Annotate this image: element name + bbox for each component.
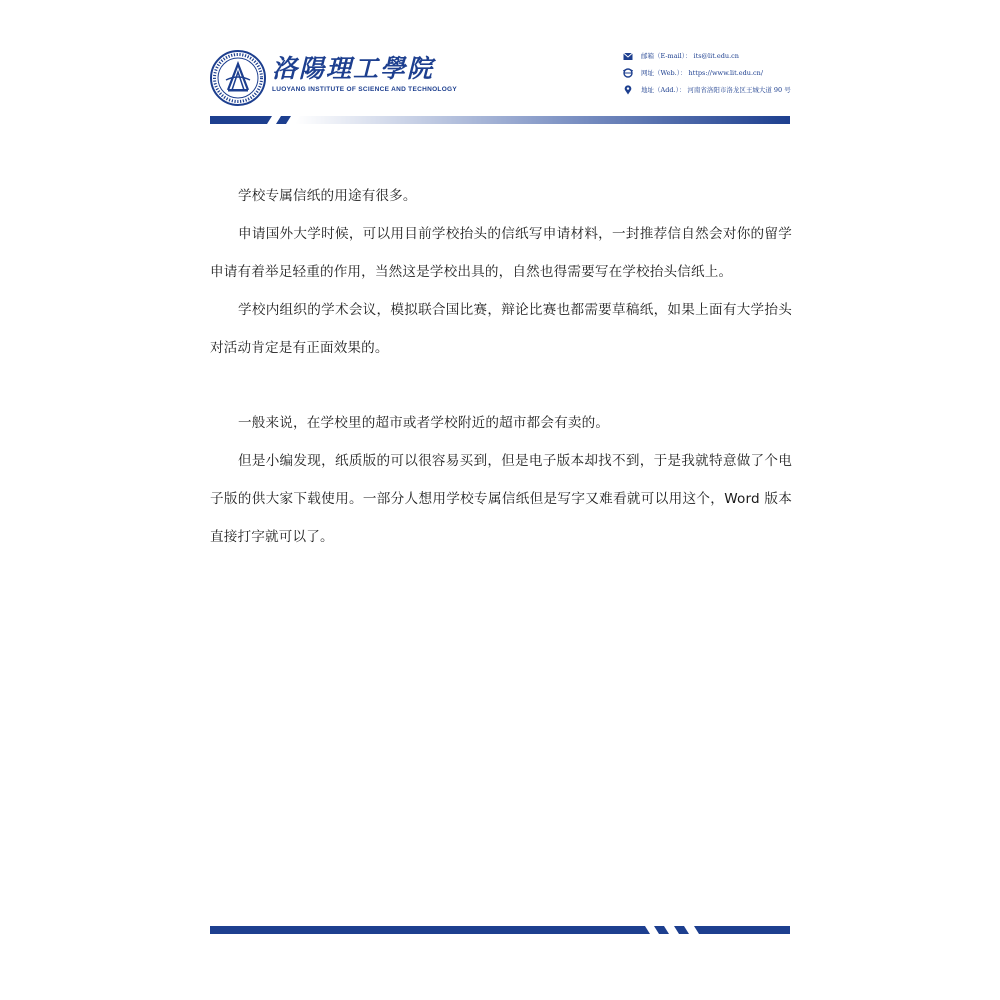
paragraph-1: 学校专属信纸的用途有很多。 [238, 188, 417, 204]
header-divider-bar [210, 116, 790, 124]
contact-email-value: its@lit.edu.cn [693, 51, 739, 60]
footer-divider-bar [210, 926, 790, 934]
mail-icon [623, 51, 633, 61]
web-icon [623, 68, 633, 78]
contact-email-row [623, 47, 803, 64]
paragraph-2: 申请国外大学时候，可以用目前学校抬头的信纸写申请材料，一封推荐信自然会对你的留学申请有着举足轻重的作用，当然这是学校出具的，自然也得需要写在学校抬头信纸上。 [210, 226, 792, 280]
contact-web-row [623, 64, 803, 81]
school-name-en: LUOYANG INSTITUTE OF SCIENCE AND TECHNOLOGY [272, 86, 458, 93]
contact-address-label: 地址（Add.）： [641, 86, 686, 94]
school-name-block [272, 54, 457, 93]
contact-web-value: https://www.lit.edu.cn/ [688, 68, 764, 77]
letter-body [210, 177, 792, 556]
contact-web-label: 网址（Web.）： [641, 69, 687, 77]
contact-email-label: 邮箱（E-mail）： [641, 52, 692, 60]
school-seal-logo [210, 50, 266, 106]
contact-address-row [623, 81, 803, 98]
location-icon [623, 85, 633, 95]
paragraph-3: 学校内组织的学术会议，模拟联合国比赛，辩论比赛也都需要草稿纸，如果上面有大学抬头对活动肯定是有正面效果的。 [210, 302, 792, 356]
contact-info [623, 47, 803, 98]
school-name-cn: 洛陽理工學院 [272, 54, 435, 83]
paragraph-5: 但是小编发现，纸质版的可以很容易买到，但是电子版本却找不到，于是我就特意做了个电子版的供大家下载使用。一部分人想用学校专属信纸但是写字又难看就可以用这个，Word 版本直接打字就可以了。 [210, 453, 792, 545]
contact-address-value: 河南省洛阳市洛龙区王城大道 90 号 [687, 86, 791, 94]
paragraph-gap [210, 367, 792, 404]
paragraph-4: 一般来说，在学校里的超市或者学校附近的超市都会有卖的。 [238, 415, 610, 431]
